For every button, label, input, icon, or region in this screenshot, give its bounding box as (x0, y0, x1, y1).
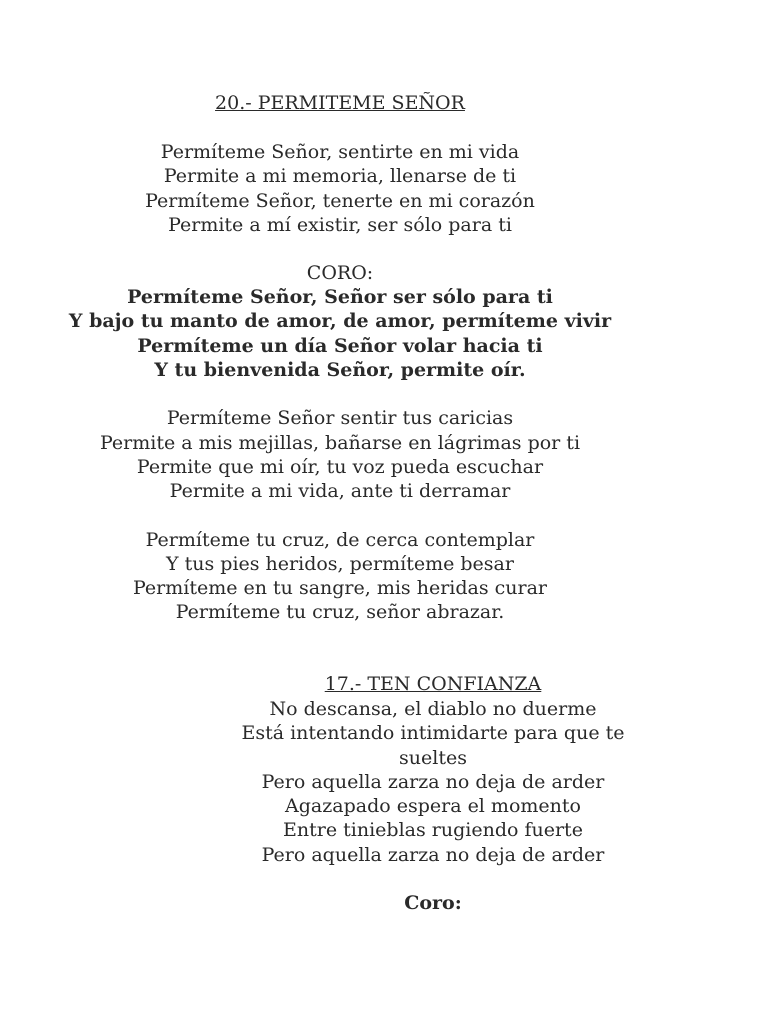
verse-3 (0, 528, 680, 625)
song-permiteme-senor (0, 90, 680, 625)
verse-1 (0, 140, 680, 237)
song-ten-confianza (228, 671, 638, 915)
chorus-line: Y bajo tu manto de amor, de amor, permíteme vivir (68, 310, 612, 333)
verse-2 (0, 406, 680, 503)
chorus-line: Y tu bienvenida Señor, permite oír. (154, 359, 526, 382)
verse-1 (228, 697, 638, 867)
song-title: 17.- TEN CONFIANZA (324, 673, 542, 695)
lyric-line: Pero aquella zarza no deja de arder (261, 843, 605, 866)
lyric-line: Entre tinieblas rugiendo fuerte (283, 819, 583, 842)
lyric-line: Agazapado espera el momento (285, 795, 581, 818)
song-title: 20.- PERMITEME SEÑOR (215, 92, 465, 114)
lyric-line: Permíteme Señor sentir tus caricias (166, 407, 514, 430)
lyric-line: Permíteme en tu sangre, mis heridas curar (132, 577, 548, 600)
lyric-line: Permite a mi vida, ante ti derramar (169, 480, 511, 503)
lyric-line: Permíteme tu cruz, de cerca contemplar (145, 528, 535, 551)
lyric-line: Permíteme Señor, tenerte en mi corazón (145, 189, 535, 212)
lyric-line: Está intentando intimidarte para que te sueltes (241, 722, 625, 769)
lyric-line: Y tus pies heridos, permíteme besar (166, 552, 514, 575)
chorus (0, 261, 680, 382)
lyric-line: Permite a mi memoria, llenarse de ti (163, 165, 517, 188)
lyric-line: Permite a mis mejillas, bañarse en lágrimas por ti (99, 431, 581, 454)
lyric-line: Permíteme Señor, sentirte en mi vida (160, 141, 520, 163)
chorus-line: Permíteme Señor, Señor ser sólo para ti (127, 286, 553, 309)
lyric-line: Permíteme tu cruz, señor abrazar. (175, 601, 505, 624)
lyric-line: Permite a mí existir, ser sólo para ti (168, 213, 512, 236)
chorus-label: Coro: (404, 892, 462, 915)
chorus-label: CORO: (306, 262, 374, 285)
chorus-line: Permíteme un día Señor volar hacia ti (137, 334, 543, 357)
lyric-line: No descansa, el diablo no duerme (269, 698, 597, 720)
lyric-line: Pero aquella zarza no deja de arder (261, 770, 605, 793)
lyric-line: Permite que mi oír, tu voz pueda escuchar (136, 455, 544, 478)
